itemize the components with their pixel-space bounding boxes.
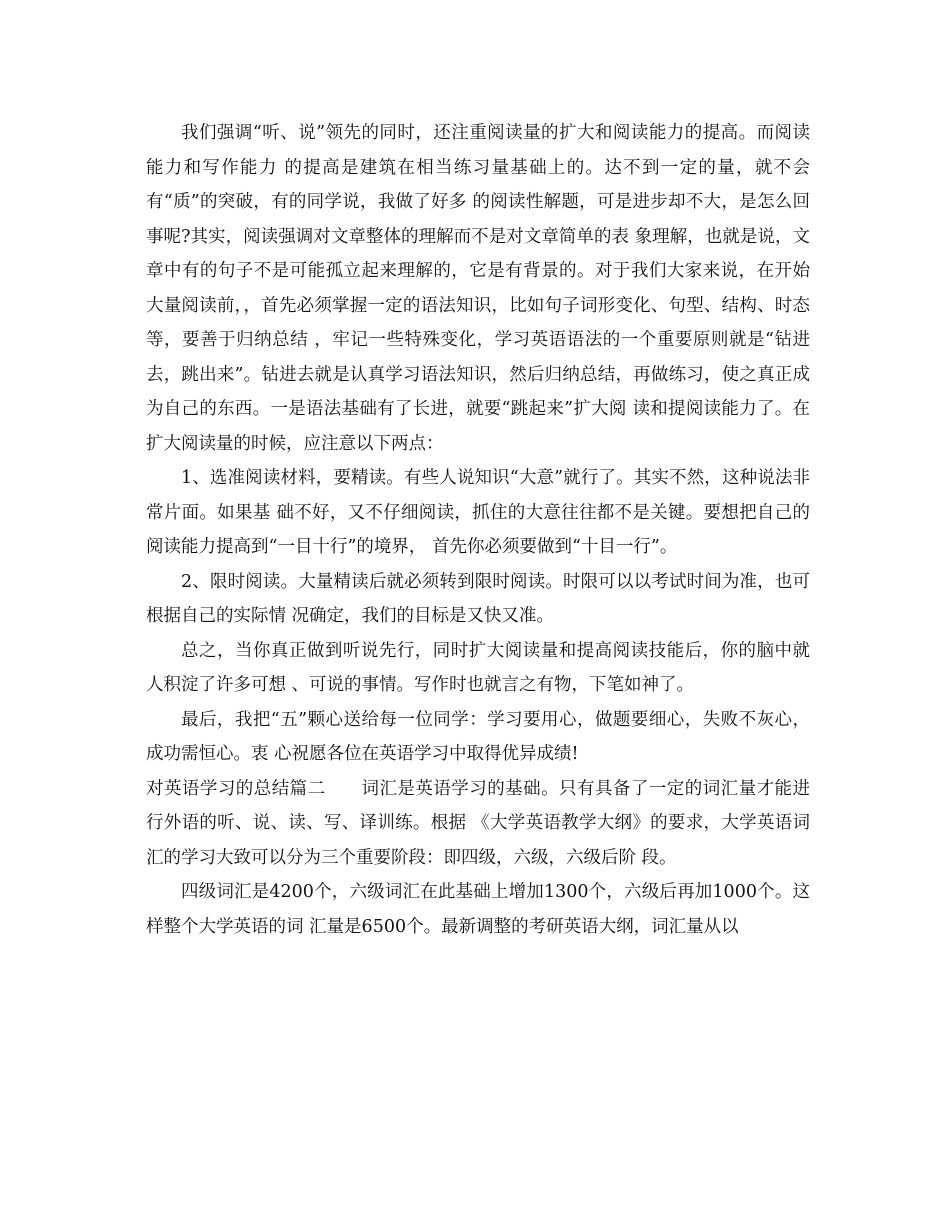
paragraph-summary: 总之，当你真正做到听说先行，同时扩大阅读量和提高阅读技能后，你的脑中就人积淀了许多可想 、可说的事情。写作时也就言之有物，下笔如神了。 <box>146 640 810 695</box>
paragraph-reading-emphasis: 我们强调“听、说”领先的同时，还注重阅读量的扩大和阅读能力的提高。而阅读能力和写作能力 的提高是建筑在相当练习量基础上的。达不到一定的量，就不会有“质”的突破，有的同学说，我做了好多 的阅读性解题，可是进步却不大，是怎么回事呢?其实，阅读强调对文章整体的理解而不是对文章简单的表 象理解，也就是说，文章中有的句子不是可能孤立起来理解的，它是有背景的。对于我们大家来说，在开始 大量阅读前，，首先必须掌握一定的语法知识，比如句子词形变化、句型、结构、时态等，要善于归纳总结 ，牢记一些特殊变化，学习英语语法的一个重要原则就是“钻进去，跳出来”。钻进去就是认真学习语法知识，然后归纳总结，再做练习，使之真正成为自己的东西。一是语法基础有了长进，就要“跳起来”扩大阅 读和提阅读能力了。在扩大阅读量的时候，应注意以下两点： <box>146 123 810 454</box>
paragraph-closing-wishes: 最后，我把“五”颗心送给每一位同学：学习要用心，做题要细心，失败不灰心，成功需恒心。衷 心祝愿各位在英语学习中取得优异成绩! <box>146 709 810 764</box>
document-body <box>146 116 810 944</box>
paragraph-point-2-timed-reading: 2、限时阅读。大量精读后就必须转到限时阅读。时限可以以考试时间为准，也可根据自己的实际情 况确定，我们的目标是又快又准。 <box>146 571 810 626</box>
paragraph-section-two-vocabulary: 对英语学习的总结篇二 词汇是英语学习的基础。只有具备了一定的词汇量才能进行外语的听、说、读、写、译训练。根据 《大学英语教学大纲》的要求，大学英语词汇的学习大致可以分为三个重要阶段：即四级，六级，六级后阶 段。 <box>146 778 810 868</box>
paragraph-vocabulary-levels: 四级词汇是4200个，六级词汇在此基础上增加1300个，六级后再加1000个。这样整个大学英语的词 汇量是6500个。最新调整的考研英语大纲，词汇量从以 <box>146 882 810 937</box>
paragraph-point-1-intensive-reading: 1、选准阅读材料，要精读。有些人说知识“大意”就行了。其实不然，这种说法非常片面。如果基 础不好，又不仔细阅读，抓住的大意往往都不是关键。要想把自己的阅读能力提高到“一目十行”的境界， 首先你必须要做到“十目一行”。 <box>146 468 810 557</box>
